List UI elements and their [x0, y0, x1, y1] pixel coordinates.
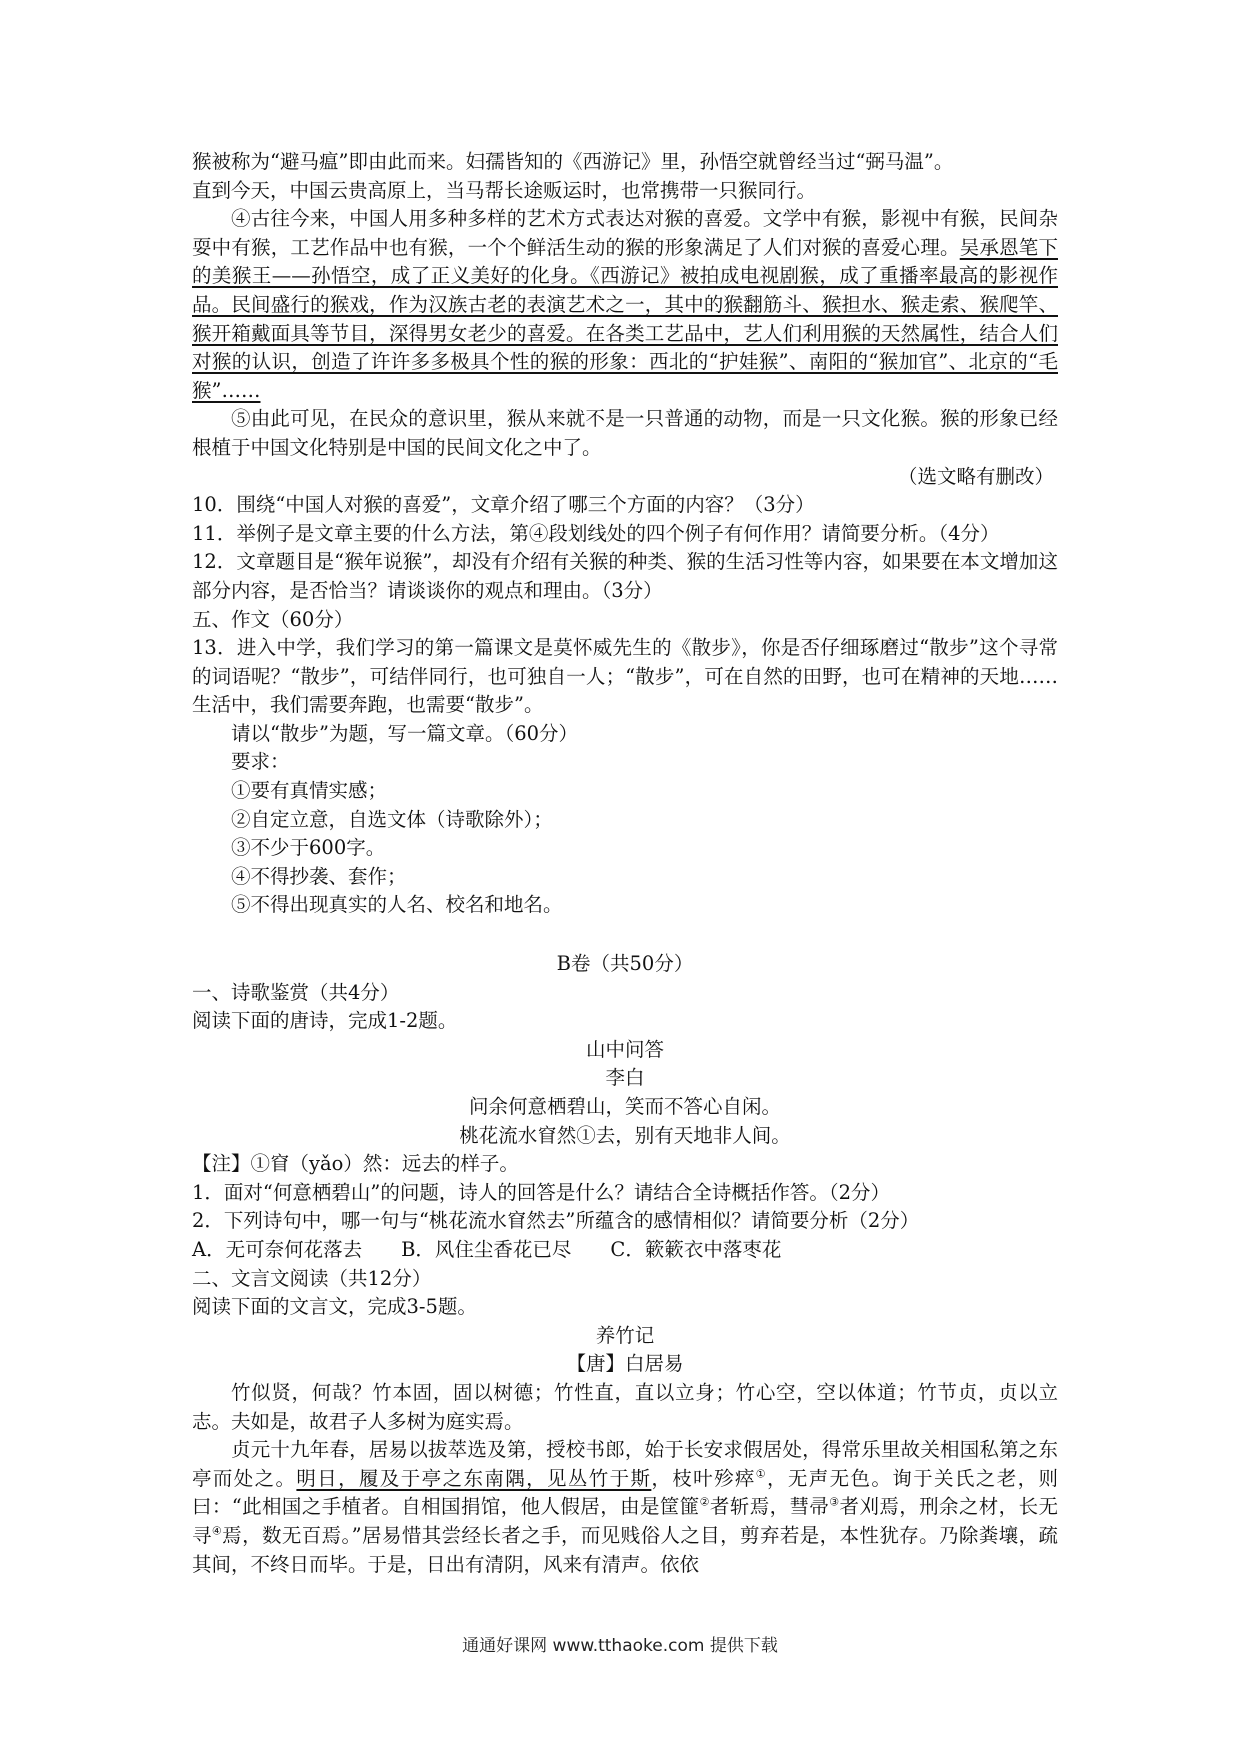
- question-10: 10．围绕“中国人对猴的喜爱”，文章介绍了哪三个方面的内容？（3分）: [192, 493, 815, 517]
- classical-heading: 二、文言文阅读（共12分）: [192, 1266, 432, 1290]
- requirement-item: ④不得抄袭、套作；: [231, 864, 407, 888]
- classical-instruction: 阅读下面的文言文，完成3-5题。: [192, 1295, 477, 1319]
- essay-text: 者刈焉，刑余之材，长无寻: [192, 1495, 1058, 1547]
- poem-title: 山中问答: [585, 1037, 664, 1061]
- poem-line: 问余何意栖碧山，笑而不答心自闲。: [468, 1095, 781, 1118]
- question-13: 13．进入中学，我们学习的第一篇课文是莫怀威先生的《散步》，你是否仔细琢磨过“散步”这个寻常的词语呢？“散步”，可结伴同行，也可独自一人；“散步”，可在自然的田野，也可在精神的天地……生活中，我们需要奔跑，也需要“散步”。: [192, 636, 1058, 717]
- article-line: 直到今天，中国云贵高原上，当马帮长途贩运时，也常携带一只猴同行。: [192, 178, 817, 202]
- question-2: 2．下列诗句中，哪一句与“桃花流水窅然去”所蕴含的感情相似？请简要分析（2分）: [192, 1209, 920, 1233]
- requirement-item: ③不少于600字。: [231, 836, 386, 860]
- requirement-item: ②自定立意，自选文体（诗歌除外）；: [231, 807, 553, 831]
- question-1: 1．面对“何意栖碧山”的问题，诗人的回答是什么？请结合全诗概括作答。（2分）: [192, 1180, 891, 1204]
- essay-text: ，枝叶殄瘁: [651, 1466, 756, 1490]
- poem-line: 桃花流水窅然①去，别有天地非人间。: [459, 1123, 791, 1147]
- requirement-item: ①要有真情实感；: [231, 779, 388, 803]
- essay-text: ，无声无色。询于关氏之老，则曰：“此相国之手植者。自相国捐馆，他人假居，由是筐篚: [192, 1466, 1058, 1519]
- poem-note: 【注】①窅（yǎo）然：远去的样子。: [192, 1152, 519, 1176]
- article-paragraph-5: ⑤由此可见，在民众的意识里，猴从来就不是一只普通的动物，而是一只文化猴。猴的形象已经根植于中国文化特别是中国的民间文化之中了。: [192, 407, 1058, 459]
- source-note: （选文略有删改）: [897, 464, 1054, 488]
- section-gap: [192, 920, 1058, 950]
- footnote-marker: ②: [699, 1495, 710, 1509]
- article-paragraph-4: [192, 205, 1058, 405]
- requirement-item: ⑤不得出现真实的人名、校名和地名。: [231, 893, 563, 917]
- footnote-marker: ①: [755, 1467, 768, 1481]
- question-12: 12．文章题目是“猴年说猴”，却没有介绍有关猴的种类、猴的生活习性等内容，如果要在本文增加这部分内容，是否恰当？请谈谈你的观点和理由。（3分）: [192, 550, 1058, 602]
- page-column: [192, 148, 1058, 1579]
- essay-author: 【唐】白居易: [566, 1352, 684, 1376]
- poetry-heading: 一、诗歌鉴赏（共4分）: [192, 980, 400, 1004]
- essay-paragraph-2: [192, 1436, 1058, 1579]
- underlined-examples: 吴承恩笔下的美猴王——孙悟空，成了正义美好的化身。《西游记》被拍成电视剧猴，成了重播率最高的影视作品。民间盛行的猴戏，作为汉族古老的表演艺术之一，其中的猴翻筋斗、猴担水、猴走索、猴爬竿、猴开箱戴面具等节目，深得男女老少的喜爱。在各类工艺品中，艺人们利用猴的天然属性，结合人们对猴的认识，创造了许许多多极具个性的猴的形象：西北的“护娃猴”、南阳的“猴加官”、北京的“毛猴”……: [192, 235, 1058, 402]
- composition-instruction: 请以“散步”为题，写一篇文章。（60分）: [231, 721, 579, 745]
- paragraph-4-intro: ④古往今来，中国人用多种多样的艺术方式表达对猴的喜爱。文学中有猴，影视中有猴，民间杂耍中有猴，工艺作品中也有猴，一个个鲜活生动的猴的形象满足了人们对猴的喜爱心理。: [192, 207, 1058, 259]
- poetry-instruction: 阅读下面的唐诗，完成1-2题。: [192, 1009, 458, 1033]
- question-11: 11．举例子是文章主要的什么方法，第④段划线处的四个例子有何作用？请简要分析。（4分）: [192, 521, 1000, 545]
- poem-author: 李白: [605, 1066, 645, 1090]
- essay-text: 贞元十九年春，居易以拔萃选及第，授校书郎，始于长安求假居处，得常乐里故关相国私第之东亭而处之。: [192, 1438, 1058, 1490]
- footnote-marker: ④: [211, 1524, 223, 1538]
- essay-text: 者斩焉，彗帚: [709, 1495, 830, 1519]
- essay-paragraph-1: 竹似贤，何哉？竹本固，固以树德；竹性直，直以立身；竹心空，空以体道；竹节贞，贞以立志。夫如是，故君子人多树为庭实焉。: [192, 1380, 1058, 1433]
- footnote-marker: ③: [829, 1495, 840, 1509]
- question-2-options: A．无可奈何花落去 B．风住尘香花已尽 C．簌簌衣中落枣花: [192, 1237, 782, 1261]
- requirements-label: 要求：: [231, 750, 290, 774]
- underlined-sentence: 明日，履及于亭之东南隅，见丛竹于斯: [296, 1466, 652, 1490]
- page-footer: 通通好课网 www.tthaoke.com 提供下载: [462, 1636, 778, 1656]
- essay-text: 焉，数无百焉。”居易惜其尝经长者之手，而见贱俗人之目，剪弃若是，本性犹存。乃除粪壤，疏其间，不终日而毕。于是，日出有清阴，风来有清声。依依: [192, 1523, 1058, 1576]
- article-line: 猴被称为“避马瘟”即由此而来。妇孺皆知的《西游记》里，孙悟空就曾经当过“弼马温”。: [192, 150, 954, 173]
- part-b-title: B卷（共50分）: [556, 952, 694, 976]
- essay-title: 养竹记: [595, 1323, 655, 1347]
- composition-heading: 五、作文（60分）: [192, 607, 354, 631]
